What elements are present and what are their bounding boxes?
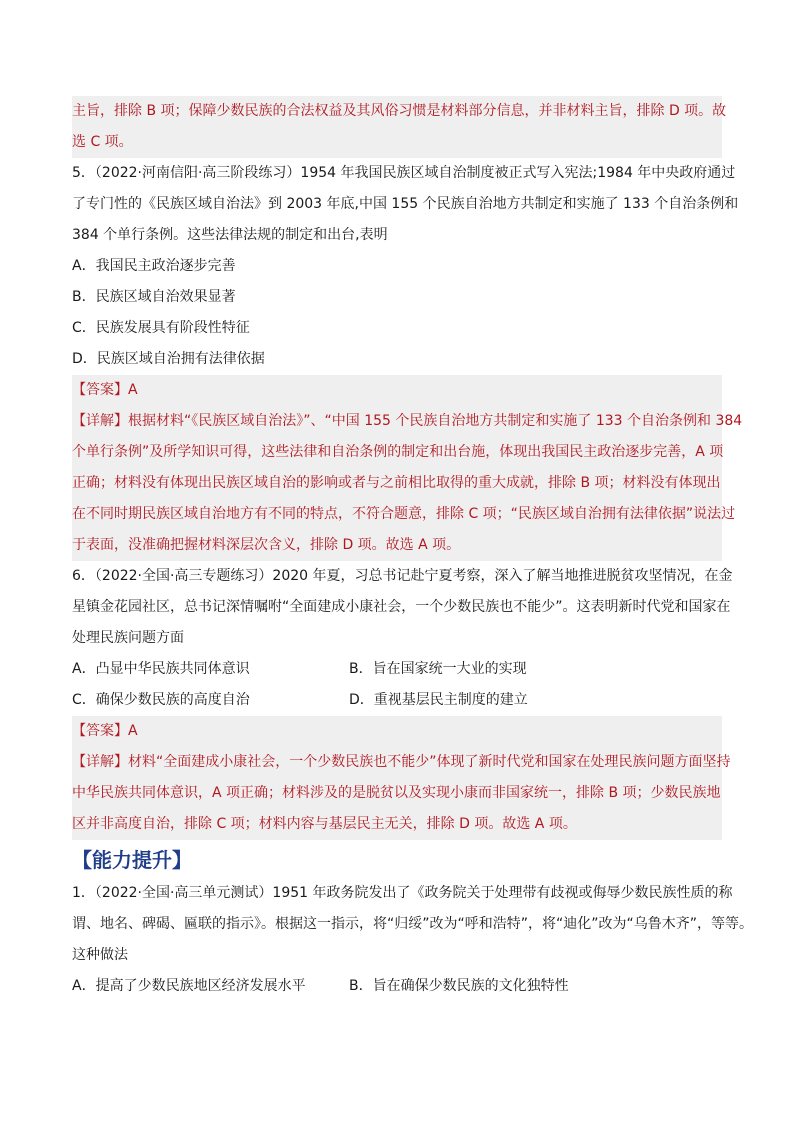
analysis-line: 正确；材料没有体现出民族区域自治的影响或者与之前相比取得的重大成就，排除 B 项；材料没有体现出 — [72, 475, 721, 491]
analysis-line: 【详解】材料“全面建成小康社会，一个少数民族也不能少”体现了新时代党和国家在处理民族问题方面坚持 — [72, 754, 731, 770]
analysis-line: 主旨，排除 B 项；保障少数民族的合法权益及其风俗习惯是材料部分信息，并非材料主旨，排除 D 项。故 — [72, 103, 727, 119]
option-a: A．提高了少数民族地区经济发展水平 — [72, 978, 306, 994]
question-stem-line: 6．（2022·全国·高三专题练习）2020 年夏，习总书记赴宁夏考察，深入了解当地推进脱贫攻坚情况，在金 — [72, 568, 733, 584]
analysis-line: 区并非高度自治，排除 C 项；材料内容与基层民主无关，排除 D 项。故选 A 项。 — [72, 816, 577, 832]
answer-analysis-block — [72, 375, 743, 561]
option-a: A．我国民主政治逐步完善 — [72, 258, 236, 274]
answer-label: 【答案】A — [72, 723, 138, 739]
option-c: C．民族发展具有阶段性特征 — [72, 320, 250, 336]
analysis-line: 个单行条例”及所学知识可得，这些法律和自治条例的制定和出台施，体现出我国民主政治逐步完善，A 项 — [72, 444, 724, 460]
analysis-line: 于表面，没准确把握材料深层次含义，排除 D 项。故选 A 项。 — [72, 537, 461, 553]
option-row — [72, 971, 722, 1002]
prev-analysis-block — [72, 96, 727, 158]
analysis-line: 【详解】根据材料“《民族区域自治法》”、“中国 155 个民族自治地方共制定和实施了 133 个自治条例和 384 — [72, 413, 743, 429]
question-stem-line: 这种做法 — [72, 947, 128, 963]
ability-question-1 — [72, 878, 754, 1002]
option-b: B．民族区域自治效果显著 — [72, 289, 236, 305]
question-stem-line: 1．（2022·全国·高三单元测试）1951 年政务院发出了《政务院关于处理带有歧视或侮辱少数民族性质的称 — [72, 885, 733, 901]
answer-analysis-block — [72, 716, 731, 840]
option-a: A．凸显中华民族共同体意识 — [72, 661, 250, 677]
question-stem-line: 了专门性的《民族区域自治法》到 2003 年底,中国 155 个民族自治地方共制定和实施了 133 个自治条例和 — [72, 196, 739, 212]
answer-label: 【答案】A — [72, 382, 138, 398]
option-b: B．旨在确保少数民族的文化独特性 — [349, 978, 569, 994]
question-5 — [72, 158, 743, 561]
option-c: C．确保少数民族的高度自治 — [72, 692, 250, 708]
question-6 — [72, 561, 733, 840]
question-stem-line: 星镇金花园社区，总书记深情嘱咐“全面建成小康社会，一个少数民族也不能少”。这表明新时代党和国家在 — [72, 599, 731, 615]
option-b: B．旨在国家统一大业的实现 — [349, 661, 527, 677]
option-d: D．民族区域自治拥有法律依据 — [72, 351, 265, 367]
option-row — [72, 685, 722, 716]
question-stem-line: 5．（2022·河南信阳·高三阶段练习）1954 年我国民族区域自治制度被正式写入宪法;1984 年中央政府通过 — [72, 165, 736, 181]
question-stem-line: 384 个单行条例。这些法律法规的制定和出台,表明 — [72, 227, 388, 243]
question-stem-line: 处理民族问题方面 — [72, 630, 184, 646]
section-title: 【能力提升】 — [72, 848, 192, 872]
question-stem-line: 谓、地名、碑碣、匾联的指示》。根据这一指示，将“归绥”改为“呼和浩特”，将“迪化”改为“乌鲁木齐”，等等。 — [72, 916, 754, 932]
analysis-line: 中华民族共同体意识，A 项正确；材料涉及的是脱贫以及实现小康而非国家统一，排除 B 项；少数民族地 — [72, 785, 721, 801]
option-d: D．重视基层民主制度的建立 — [349, 692, 528, 708]
option-row — [72, 654, 722, 685]
analysis-line: 选 C 项。 — [72, 134, 133, 150]
document-page — [72, 96, 754, 1002]
analysis-line: 在不同时期民族区域自治地方有不同的特点，不符合题意，排除 C 项；“民族区域自治拥有法律依据”说法过 — [72, 506, 736, 522]
